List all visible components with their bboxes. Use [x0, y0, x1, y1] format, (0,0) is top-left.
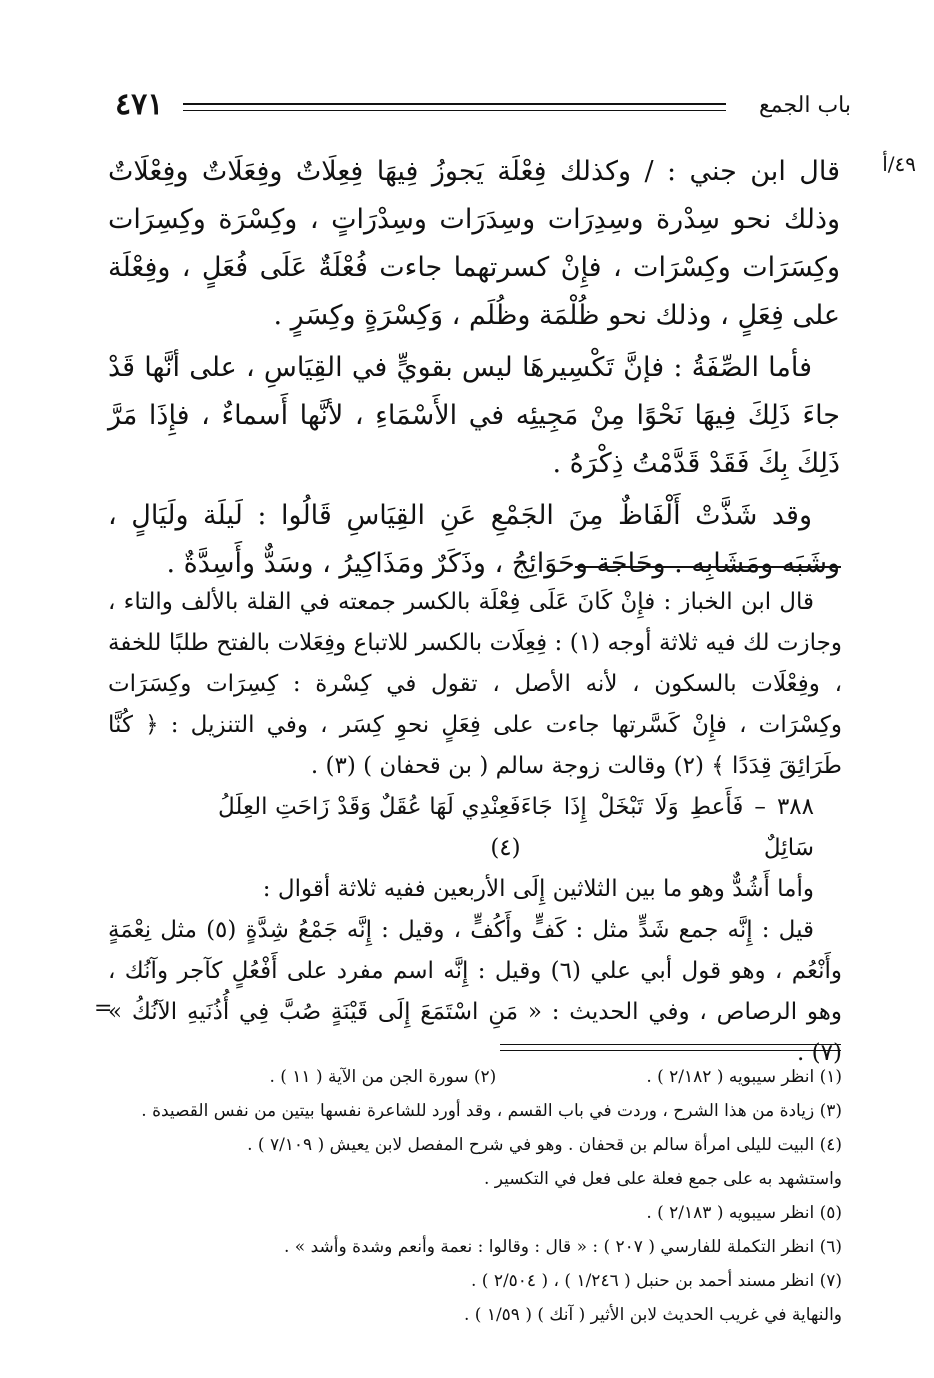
continuation-mark: = [94, 996, 113, 1021]
footnote-row [108, 1196, 842, 1230]
header-rule-thin [183, 110, 726, 111]
footnote-row [108, 1128, 842, 1162]
footnote-row [108, 1094, 842, 1128]
footnote-4-continued: واستشهد به على جمع فعلة على فعل في التكسير . [483, 1169, 842, 1189]
commentary-paragraph: وأما أَشُدٌّ وهو ما بين الثلاثين إِلَى الأربعين ففيه ثلاثة أقوال : [262, 876, 814, 902]
footnote-3: (٣) زيادة من هذا الشرح ، وردت في باب القسم ، وقد أورد للشاعرة نفسها بيتين من نفس القصيدة . [141, 1101, 842, 1121]
text-commentary-divider [575, 566, 841, 568]
footnote-row [108, 1162, 842, 1196]
footnote-1: (١) انظر سيبويه ( ٢/١٨٢ ) . [646, 1067, 842, 1087]
page-header [115, 84, 851, 126]
main-text [108, 148, 840, 592]
header-rule [183, 103, 726, 105]
footnote-5: (٥) انظر سيبويه ( ٢/١٨٣ ) . [646, 1203, 842, 1223]
main-paragraph: وقد شَذَّتْ أَلْفَاظٌ مِنَ الجَمْعِ عَنِ القِيَاسِ قَالُوا : لَيلَة ولَيَالٍ ، وشَبَه ومَشَابِه . وحَاجَة وحَوَائِجُ ، وذَكَرٌ ومَذَاكِيرُ ، وسَدٌّ وأَسِدَّةٌ . [108, 500, 840, 579]
section-title: باب الجمع [759, 93, 851, 118]
verse-hemistich-1: فَأَعطِ وَلَا تَبْخَلْ إِذَا جَاءَ سَائِلٌ [520, 794, 814, 861]
commentary-paragraph: قيل : إِنَّه جمع شَدٍّ مثل : كَفٍّ وأَكُفٍّ ، وقيل : إِنَّه جَمْعُ شِدَّةٍ (٥) مثل نِعْمَةٍ وأَنْعُم ، وهو قول أبي علي (٦) وقيل : إِنَّه اسم مفرد على أَفْعُلٍ كآجر وآنُك ، وهو الرصاص ، وفي الحديث : « مَنِ اسْتَمَعَ إِلَى قَيْنَةٍ صُبَّ فِي أُذُنَيهِ الآنُكُ » (٧) . [108, 917, 842, 1066]
poetry-verse [108, 787, 842, 869]
commentary-paragraph: قال ابن الخباز : فإِنْ كَانَ عَلَى فِعْلَة بالكسر جمعته في القلة بالألف والتاء ، وجازت لك فيه ثلاثة أوجه (١) : فِعِلَات بالكسر للاتباع وفِعَلات بالفتح طلبًا للخفة ، وفِعْلَات بالسكون ، لأنه الأصل ، تقول في كِسْرة : كِسِرَات وكِسَرَات وكِسْرَات ، فإِنْ كَسَّرتها جاءت على فِعَلٍ نحوِ كِسَر ، وفي التنزيل : ﴿ كُنَّا طَرَائِقَ قِدَدًا ﴾ (٢) وقالت زوجة سالم ( بن قحفان ) (٣) . [108, 589, 842, 779]
footnote-row [108, 1298, 842, 1332]
manuscript-folio-marker: ٤٩/أ [882, 152, 916, 176]
footnote-rule [500, 1044, 841, 1045]
footnote-row [108, 1060, 842, 1094]
footnote-7: (٧) انظر مسند أحمد بن حنبل ( ١/٢٤٦ ) ، ( ٢/٥٠٤ ) . [470, 1271, 842, 1291]
footnote-rule-second [500, 1050, 841, 1051]
footnote-6: (٦) انظر التكملة للفارسي ( ٢٠٧ ) : « قال : وقالوا : نعمة وأنعم وشدة وأشد » . [283, 1237, 842, 1257]
footnote-2: (٢) سورة الجن من الآية ( ١١ ) . [269, 1067, 497, 1087]
footnote-7-continued: والنهاية في غريب الحديث لابن الأثير ( آنك ) ( ١/٥٩ ) . [463, 1305, 842, 1325]
main-paragraph: قال ابن جني : / وكذلك فِعْلَة يَجوزُ فِيهَا فِعِلَاتٌ وفِعَلَاتٌ وفِعْلَاتٌ وذلك نحو سِدْرة وسِدِرَات وسِدَرَات وسِدْرَاتٍ ، وكِسْرَة وكِسِرَات وكِسَرَات وكِسْرَات ، فإِنْ كسرتهما جاءت فُعْلَةٌ عَلَى فُعَلٍ ، وفِعْلَة على فِعَلٍ ، وذلك نحو ظُلْمَة وظُلَم ، وَكِسْرَةٍ وكِسَرٍ . [108, 156, 840, 331]
main-paragraph: فأما الصِّفَةُ : فإنَّ تَكْسِيرهَا ليس بقويٍّ في القِيَاسِ ، على أنَّها قَدْ جاءَ ذَلِكَ فِيهَا نَحْوًا مِنْ مَجِيئِه في الأَسْمَاءِ ، لأنَّها أَسماءٌ ، فإِذَا مَرَّ ذَلِكَ بِكَ فَقَدْ قَدَّمْتُ ذِكْرَهُ . [108, 352, 841, 479]
verse-number: ٣٨٨ – [754, 794, 815, 820]
footnotes [108, 1060, 842, 1332]
verse-first-hemistich [521, 787, 814, 869]
footnote-4: (٤) البيت لليلى امرأة سالم بن قحفان . وهو في شرح المفصل لابن يعيش ( ٧/١٠٩ ) . [247, 1135, 842, 1155]
footnote-row [108, 1264, 842, 1298]
commentary-text [108, 582, 842, 1074]
page-number: ٤٧١ [115, 87, 164, 122]
footnote-row [108, 1230, 842, 1264]
verse-hemistich-2: فَعِنْدِي لَهَا عُقَلٌ وَقَدْ زَاحَتِ العِلَلُ (٤) [218, 794, 521, 861]
